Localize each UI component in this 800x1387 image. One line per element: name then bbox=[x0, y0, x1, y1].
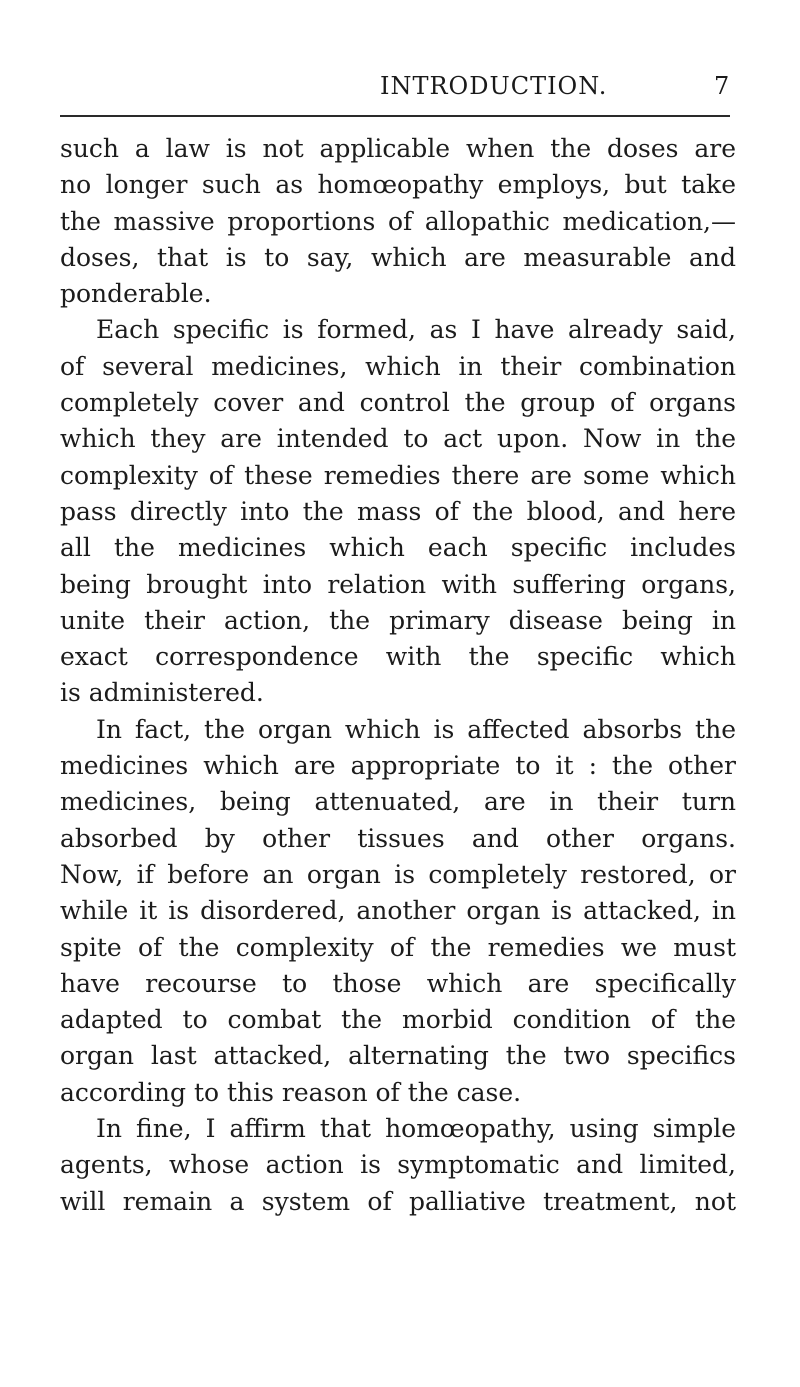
running-title: INTRODUCTION. bbox=[380, 72, 608, 100]
text-line: according to this reason of the case. bbox=[60, 1077, 522, 1107]
text-line: pass directly into the mass of the blood, and here bbox=[60, 496, 736, 526]
text-line: spite of the complexity of the remedies we must bbox=[60, 932, 736, 962]
text-line: have recourse to those which are specifically bbox=[60, 968, 736, 998]
text-line: In fact, the organ which is affected absorbs the bbox=[96, 714, 736, 744]
text-line: doses, that is to say, which are measurable and bbox=[60, 242, 736, 272]
paragraph bbox=[60, 1111, 736, 1220]
text-line: being brought into relation with suffering organs, bbox=[60, 569, 736, 599]
text-line: agents, whose action is symptomatic and limited, bbox=[60, 1150, 736, 1180]
text-line: exact correspondence with the specific which bbox=[60, 642, 736, 672]
text-line: absorbed by other tissues and other organs. bbox=[60, 823, 736, 853]
text-line: Each specific is formed, as I have already said, bbox=[96, 315, 736, 345]
text-line: which they are intended to act upon. Now in the bbox=[60, 424, 736, 454]
paragraph bbox=[60, 312, 736, 711]
body-text bbox=[60, 131, 736, 1220]
text-line: adapted to combat the morbid condition of the bbox=[60, 1005, 736, 1035]
text-line: unite their action, the primary disease being in bbox=[60, 605, 736, 635]
text-line: complexity of these remedies there are some which bbox=[60, 460, 736, 490]
header-rule bbox=[60, 115, 730, 117]
text-line: such a law is not applicable when the doses are bbox=[60, 134, 736, 163]
paragraph bbox=[60, 131, 736, 312]
text-line: of several medicines, which in their combination bbox=[60, 351, 736, 381]
text-line: all the medicines which each specific includes bbox=[60, 533, 736, 563]
text-line: ponderable. bbox=[60, 279, 212, 309]
paragraph bbox=[60, 712, 736, 1111]
text-line: completely cover and control the group of organs bbox=[60, 388, 736, 418]
text-line: is administered. bbox=[60, 678, 264, 708]
text-line: no longer such as homœopathy employs, but take bbox=[60, 170, 736, 200]
page-number: 7 bbox=[714, 72, 730, 100]
text-line: organ last attacked, alternating the two specifics bbox=[60, 1041, 736, 1071]
text-line: medicines, being attenuated, are in their turn bbox=[60, 787, 736, 817]
text-line: the massive proportions of allopathic medication,— bbox=[60, 206, 736, 236]
text-line: while it is disordered, another organ is attacked, in bbox=[60, 896, 736, 926]
text-line: medicines which are appropriate to it : the other bbox=[60, 751, 736, 781]
text-line: will remain a system of palliative treatment, not bbox=[60, 1186, 736, 1216]
text-line: Now, if before an organ is completely restored, or bbox=[60, 859, 736, 889]
text-line: In fine, I affirm that homœopathy, using simple bbox=[96, 1114, 736, 1144]
page-header bbox=[0, 72, 800, 110]
